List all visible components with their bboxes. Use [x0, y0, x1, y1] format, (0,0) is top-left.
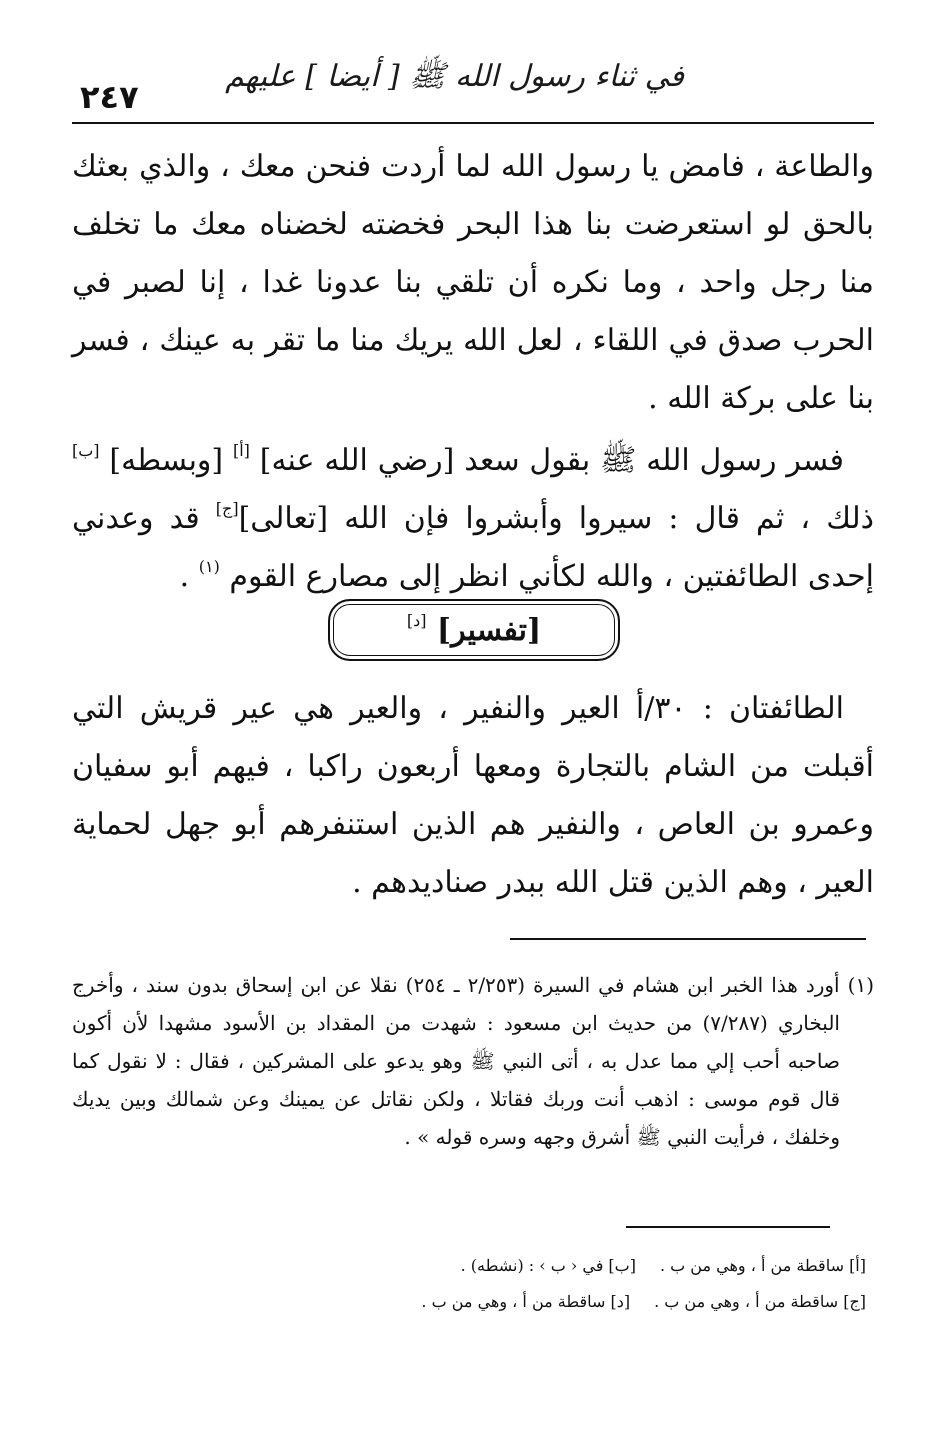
section-heading-box [328, 599, 620, 661]
page-number: ٢٤٧ [80, 78, 139, 116]
footnotes [72, 966, 874, 1156]
header-rule [72, 122, 874, 124]
variant-mark-c: [ج] [215, 499, 239, 518]
paragraph-1: والطاعة ، فامض يا رسول الله لما أردت فنحن معك ، والذي بعثك بالحق لو استعرضت بنا هذا البحر فخضته لخضناه معك ما تخلف منا رجل واحد ، وما نكره أن تلقي بنا عدونا غدا ، إنا لصبر في الحرب صدق في اللقاء ، لعل الله يريك منا ما تقر به عينك ، فسر بنا على بركة الله . [72, 149, 874, 416]
variant-mark-d: [د] [406, 610, 427, 630]
section-title [406, 610, 542, 648]
variant-a: [أ] ساقطة من أ ، وهي من ب . [659, 1256, 866, 1275]
variant-mark-a: [أ] [232, 441, 250, 460]
tafsir-paragraph: الطائفتان : ٣٠/أ العير والنفير ، والعير هي عير قريش التي أقبلت من الشام بالتجارة ومعها أربعون راكبا ، فيهم أبو سفيان وعمرو بن العاص ، والنفير هم الذين استنفرهم أبو جهل لحماية العير ، وهم الذين قتل الله ببدر صناديدهم . [72, 691, 874, 900]
paragraph-2-part-d: قد وعدني إحدى الطائفتين ، والله لكأني انظر إلى مصارع القوم [72, 501, 874, 594]
variant-row-1 [72, 1248, 866, 1284]
paragraph-2-part-b: [وبسطه] [109, 443, 224, 478]
running-title: في ثناء رسول الله ﷺ [ أيضا ] عليهم [225, 59, 684, 94]
section-title-text: [تفسير] [436, 612, 542, 648]
variants-separator [626, 1226, 830, 1228]
paragraph-2 [72, 432, 874, 606]
footnote-separator [510, 938, 866, 940]
main-text [72, 138, 874, 606]
paragraph-2-end: . [179, 559, 190, 594]
variant-c: [ج] ساقطة من أ ، وهي من ب . [654, 1292, 866, 1311]
footnote-ref-1: (١) [198, 557, 220, 576]
page-header [72, 50, 874, 122]
paragraph-2-part-a: فسر رسول الله ﷺ بقول سعد [رضي الله عنه] [259, 443, 844, 478]
textual-variants [72, 1248, 866, 1320]
variant-d: [د] ساقطة من أ ، وهي من ب . [421, 1292, 631, 1311]
footnote-1: (١) أورد هذا الخبر ابن هشام في السيرة (٢/٢٥٣ ـ ٢٥٤) نقلا عن ابن إسحاق بدون سند ، وأخرج البخاري (٧/٢٨٧) من حديث ابن مسعود : شهدت من المقداد بن الأسود مشهدا لأن أكون صاحبه أحب إلي مما عدل به ، أتى النبي ﷺ وهو يدعو على المشركين ، فقال : لا نقول كما قال قوم موسى : اذهب أنت وربك فقاتلا ، ولكن نقاتل عن يمينك وعن شمالك وبين يديك وخلفك ، فرأيت النبي ﷺ أشرق وجهه وسره قوله » . [72, 973, 874, 1149]
variant-b: [ب] في ‹ ب › : (نشطه) . [460, 1256, 636, 1275]
tafsir-text [72, 680, 874, 912]
variant-row-2 [72, 1284, 866, 1320]
variant-mark-b: [ب] [72, 441, 100, 460]
paragraph-2-part-c: ذلك ، ثم قال : سيروا وأبشروا فإن الله [تعالى] [238, 501, 874, 536]
